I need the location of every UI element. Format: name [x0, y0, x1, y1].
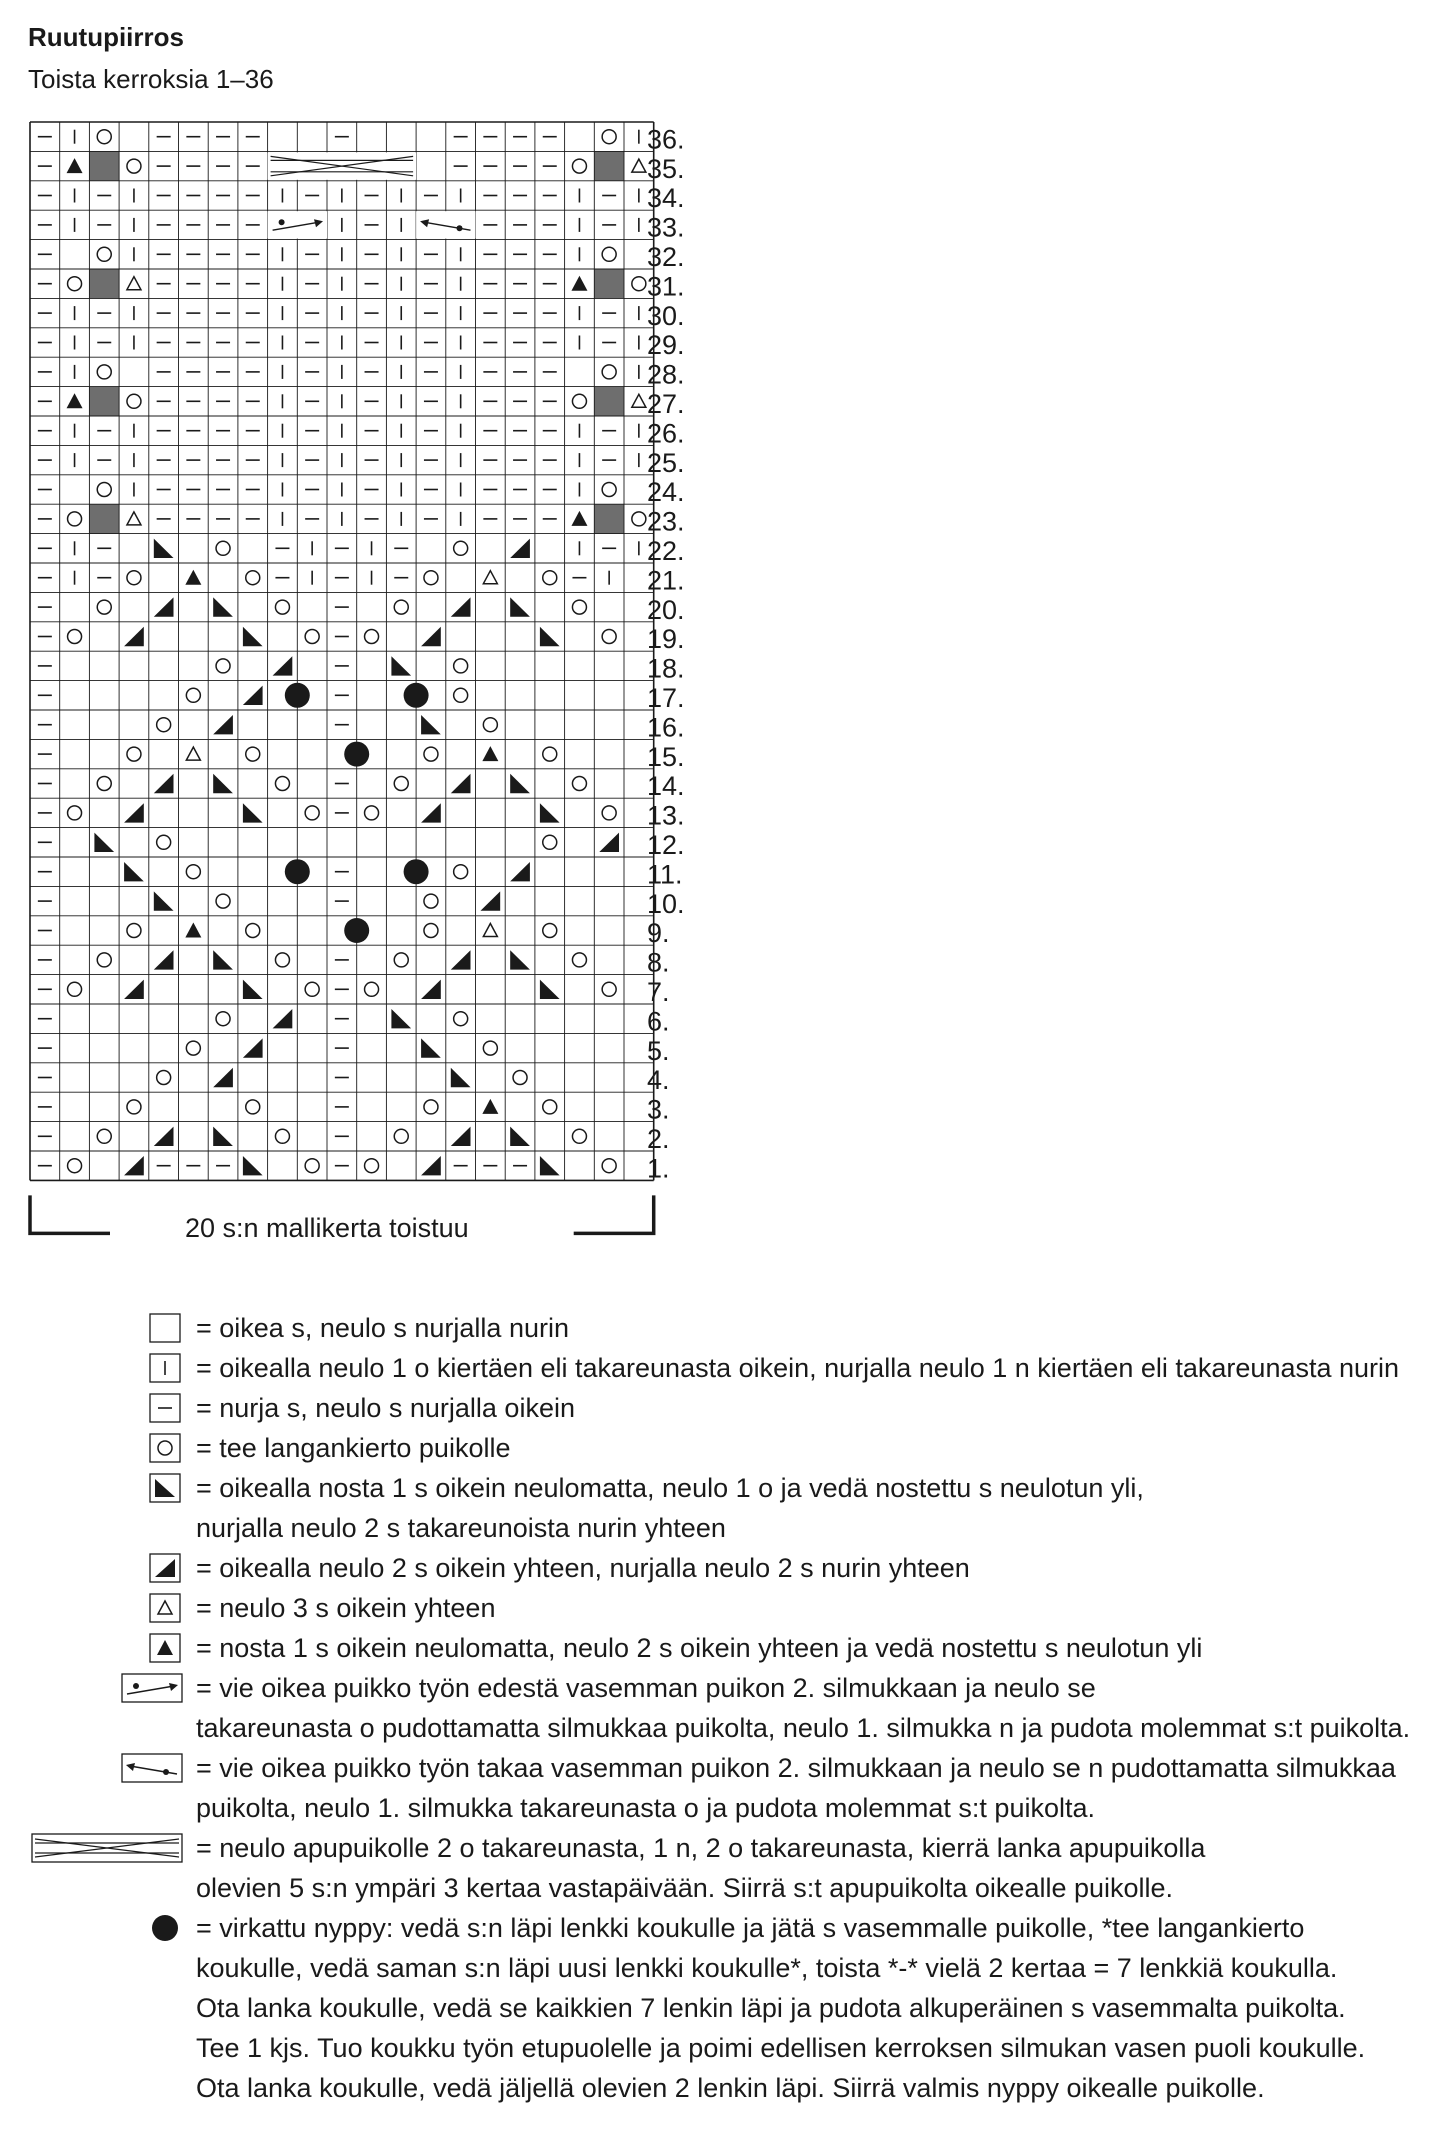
bobble-icon — [152, 1915, 178, 1941]
row-label: 10. — [647, 888, 685, 919]
sk2p-triangle — [185, 923, 201, 938]
row-label: 33. — [647, 212, 685, 243]
cross-right-arrow-icon — [169, 1683, 178, 1691]
bobble-dot — [344, 742, 369, 767]
row-label: 31. — [647, 271, 685, 302]
k2tog-triangle — [421, 627, 441, 646]
ssk-triangle — [540, 1156, 560, 1175]
yarn-over-circle — [632, 512, 646, 526]
yarn-over-circle — [454, 541, 468, 555]
yarn-over-circle — [454, 688, 468, 702]
ssk-triangle — [510, 774, 530, 793]
legend-text: = vie oikea puikko työn takaa vasemman puikon 2. silmukkaan ja neulo se n pudottamatta silmukkaa — [196, 1753, 1396, 1783]
legend-text: = virkattu nyppy: vedä s:n läpi lenkki koukulle ja jätä s vasemmalle puikolle, *tee langankierto — [196, 1913, 1305, 1943]
legend-symbol-box — [32, 1834, 182, 1862]
wrap-icon-line — [35, 1839, 179, 1857]
row-label: 22. — [647, 536, 685, 566]
legend-item-tri-filled — [196, 1628, 1202, 1668]
legend-text: = nurja s, neulo s nurjalla oikein — [196, 1393, 575, 1423]
ssk-triangle — [213, 1127, 233, 1146]
legend-text: = neulo apupuikolle 2 o takareunasta, 1 n, 2 o takareunasta, kierrä lanka apupuikolla — [196, 1833, 1206, 1863]
legend-item-dash — [196, 1388, 575, 1428]
yarn-over-circle — [97, 600, 111, 614]
ssk-triangle — [451, 1068, 471, 1087]
ssk-triangle — [213, 950, 233, 969]
row-label: 35. — [647, 153, 685, 184]
legend-text: Ota lanka koukulle, vedä jäljellä olevien 2 lenkin läpi. Siirrä valmis nyppy oikealle puikolle. — [196, 2073, 1265, 2103]
yarn-over-circle — [68, 806, 82, 820]
row-label: 13. — [647, 800, 685, 831]
legend-text: = tee langankierto puikolle — [196, 1433, 511, 1463]
yarn-over-circle — [632, 277, 646, 291]
row-label: 21. — [647, 565, 685, 596]
sk2p-triangle — [67, 158, 83, 173]
yarn-over-circle — [275, 953, 289, 967]
gray-cell — [594, 387, 624, 416]
legend-text: puikolta, neulo 1. silmukka takareunasta o ja pudota molemmat s:t puikolta. — [196, 1793, 1095, 1823]
row-label: 5. — [647, 1035, 670, 1066]
k2tog-triangle — [213, 1068, 233, 1087]
gray-cell — [89, 504, 119, 533]
k3tog-triangle — [632, 159, 646, 172]
yarn-over-circle — [424, 571, 438, 585]
legend-symbol-box — [150, 1354, 180, 1382]
yarn-over-circle — [602, 130, 616, 144]
row-label: 34. — [647, 183, 685, 214]
yarn-over-circle — [127, 571, 141, 585]
legend-symbol-box — [122, 1674, 182, 1702]
k2tog-triangle — [243, 1038, 263, 1057]
legend-item-k2tog — [196, 1548, 970, 1588]
yarn-over-circle — [97, 777, 111, 791]
legend-text: = oikealla neulo 2 s oikein yhteen, nurjalla neulo 2 s nurin yhteen — [196, 1553, 970, 1583]
ssk-triangle — [510, 597, 530, 616]
k2tog-triangle — [421, 1156, 441, 1175]
yarn-over-circle — [602, 806, 616, 820]
yarn-over-circle — [424, 1100, 438, 1114]
row-label: 15. — [647, 741, 685, 772]
ssk-triangle — [94, 833, 114, 852]
ssk-triangle — [124, 862, 144, 881]
row-label: 32. — [647, 242, 685, 272]
k2tog-triangle — [124, 803, 144, 822]
row-label: 8. — [647, 947, 670, 978]
legend-item-bar — [196, 1348, 1399, 1388]
yarn-over-circle — [68, 512, 82, 526]
yarn-over-circle — [454, 1012, 468, 1026]
row-label: 36. — [647, 124, 685, 155]
bobble-dot — [285, 859, 310, 884]
k2tog-triangle — [451, 774, 471, 793]
cross-left-icon — [130, 1766, 177, 1774]
bobble-dot — [285, 683, 310, 708]
repeat-bracket-right — [574, 1195, 654, 1233]
row-label: 1. — [647, 1153, 670, 1184]
yarn-over-circle — [365, 1159, 379, 1173]
yarn-over-circle — [543, 1100, 557, 1114]
legend-symbol-box — [122, 1754, 182, 1782]
yarn-over-circle — [543, 747, 557, 761]
legend-symbol-box — [150, 1314, 180, 1342]
legend-symbol-box — [150, 1554, 180, 1582]
yarn-over-circle — [424, 894, 438, 908]
yarn-over-circle — [68, 1159, 82, 1173]
sk2p-triangle — [571, 276, 587, 291]
legend-text: = nosta 1 s oikein neulomatta, neulo 2 s oikein yhteen ja vedä nostettu s neulotun yli — [196, 1633, 1203, 1663]
k2tog-triangle — [154, 774, 174, 793]
yarn-over-circle — [543, 835, 557, 849]
bobble-dot — [404, 683, 429, 708]
bobble-dot — [404, 859, 429, 884]
yarn-over-circle — [602, 483, 616, 497]
yarn-over-circle — [572, 777, 586, 791]
yarn-over-circle — [483, 1041, 497, 1055]
yarn-over-circle — [127, 394, 141, 408]
yarn-over-circle — [127, 747, 141, 761]
row-label: 14. — [647, 771, 685, 802]
ssk-triangle — [243, 1156, 263, 1175]
k2tog-triangle — [273, 1009, 293, 1028]
k2tog-icon — [155, 1559, 175, 1577]
gray-cell — [594, 151, 624, 180]
yarn-over-circle — [97, 953, 111, 967]
yarn-over-circle — [602, 1159, 616, 1173]
k2tog-triangle — [510, 862, 530, 881]
row-label: 18. — [647, 653, 685, 684]
yarn-over-circle — [97, 1129, 111, 1143]
sk2p-triangle — [482, 746, 498, 761]
row-label: 2. — [647, 1124, 670, 1154]
yarn-over-circle — [424, 924, 438, 938]
legend-text: = neulo 3 s oikein yhteen — [196, 1593, 496, 1623]
ssk-triangle — [421, 1038, 441, 1057]
yarn-over-circle — [186, 865, 200, 879]
yarn-over-circle — [97, 365, 111, 379]
yarn-over-icon — [158, 1441, 172, 1455]
bobble-dot — [344, 918, 369, 943]
k2tog-triangle — [124, 627, 144, 646]
yarn-over-circle — [186, 1041, 200, 1055]
ssk-triangle — [391, 656, 411, 675]
yarn-over-circle — [97, 130, 111, 144]
legend-item-ssk — [196, 1468, 1144, 1548]
cross-left-arrow-icon — [126, 1763, 135, 1771]
yarn-over-circle — [305, 982, 319, 996]
sk2p-triangle — [67, 393, 83, 408]
page-title: Ruutupiirros — [28, 22, 184, 52]
yarn-over-circle — [572, 1129, 586, 1143]
cross-left-dot-icon — [163, 1769, 169, 1775]
legend-text: Ota lanka koukulle, vedä se kaikkien 7 lenkin läpi ja pudota alkuperäinen s vasemmalta puikolta. — [196, 1993, 1346, 2023]
legend-symbol-box — [150, 1594, 180, 1622]
k2tog-triangle — [154, 950, 174, 969]
yarn-over-circle — [216, 1012, 230, 1026]
ssk-triangle — [540, 627, 560, 646]
repeat-bracket-left — [30, 1195, 110, 1233]
yarn-over-circle — [246, 924, 260, 938]
legend-item-cross-right — [196, 1668, 1410, 1748]
k2tog-triangle — [481, 891, 501, 910]
yarn-over-circle — [454, 659, 468, 673]
yarn-over-circle — [543, 571, 557, 585]
yarn-over-circle — [97, 247, 111, 261]
row-label: 12. — [647, 830, 685, 860]
repeat-label: 20 s:n mallikerta toistuu — [185, 1213, 469, 1243]
yarn-over-circle — [602, 630, 616, 644]
cross-dot — [279, 219, 285, 225]
yarn-over-circle — [68, 982, 82, 996]
k2tog-triangle — [451, 950, 471, 969]
yarn-over-circle — [424, 747, 438, 761]
row-label: 26. — [647, 418, 685, 449]
yarn-over-circle — [394, 600, 408, 614]
yarn-over-circle — [305, 1159, 319, 1173]
yarn-over-circle — [394, 1129, 408, 1143]
cross-right-icon — [127, 1686, 174, 1694]
gray-cell — [594, 269, 624, 298]
yarn-over-circle — [394, 953, 408, 967]
sk2p-triangle — [571, 511, 587, 526]
yarn-over-circle — [513, 1071, 527, 1085]
legend-item-tri-open — [196, 1588, 495, 1628]
row-label: 28. — [647, 359, 685, 390]
k2tog-triangle — [154, 597, 174, 616]
row-label: 23. — [647, 506, 685, 537]
yarn-over-circle — [127, 1100, 141, 1114]
legend-text: koukulle, vedä saman s:n läpi uusi lenkki koukulle*, toista *-* vielä 2 kertaa = 7 lenkkiä koukulla. — [196, 1953, 1338, 1983]
yarn-over-circle — [186, 688, 200, 702]
legend-item-wrap-5 — [196, 1828, 1205, 1908]
yarn-over-circle — [246, 571, 260, 585]
yarn-over-circle — [157, 718, 171, 732]
yarn-over-circle — [275, 1129, 289, 1143]
sk2p-triangle — [482, 1099, 498, 1114]
k2tog-triangle — [451, 597, 471, 616]
k3tog-icon — [158, 1601, 172, 1614]
ssk-triangle — [510, 1127, 530, 1146]
k2tog-triangle — [451, 1127, 471, 1146]
k3tog-triangle — [483, 924, 497, 937]
ssk-triangle — [243, 627, 263, 646]
yarn-over-circle — [97, 483, 111, 497]
yarn-over-circle — [572, 159, 586, 173]
k3tog-triangle — [483, 571, 497, 584]
yarn-over-circle — [394, 777, 408, 791]
yarn-over-circle — [543, 924, 557, 938]
legend-text: = oikea s, neulo s nurjalla nurin — [196, 1313, 569, 1343]
yarn-over-circle — [572, 600, 586, 614]
legend-text: = oikealla neulo 1 o kiertäen eli takareunasta oikein, nurjalla neulo 1 n kiertäen eli takareunasta nurin — [196, 1353, 1400, 1383]
gray-cell — [89, 151, 119, 180]
yarn-over-circle — [275, 600, 289, 614]
ssk-triangle — [391, 1009, 411, 1028]
legend-text: = oikealla nosta 1 s oikein neulomatta, neulo 1 o ja vedä nostettu s neulotun yli, — [196, 1473, 1144, 1503]
yarn-over-circle — [305, 630, 319, 644]
yarn-over-circle — [602, 982, 616, 996]
row-label: 24. — [647, 477, 685, 508]
ssk-triangle — [213, 774, 233, 793]
row-label: 16. — [647, 712, 685, 743]
yarn-over-circle — [157, 835, 171, 849]
yarn-over-circle — [216, 659, 230, 673]
gray-cell — [89, 387, 119, 416]
sk2p-icon — [157, 1640, 173, 1655]
ssk-triangle — [510, 950, 530, 969]
yarn-over-circle — [246, 1100, 260, 1114]
k2tog-triangle — [213, 715, 233, 734]
yarn-over-circle — [127, 924, 141, 938]
yarn-over-circle — [602, 247, 616, 261]
row-label: 3. — [647, 1094, 670, 1125]
k2tog-triangle — [124, 1156, 144, 1175]
k2tog-triangle — [273, 656, 293, 675]
legend-item-cross-left — [196, 1748, 1396, 1828]
yarn-over-circle — [68, 630, 82, 644]
wrap-icon-line — [35, 1839, 179, 1857]
yarn-over-circle — [365, 806, 379, 820]
yarn-over-circle — [216, 894, 230, 908]
gray-cell — [89, 269, 119, 298]
legend-text: olevien 5 s:n ympäri 3 kertaa vastapäivään. Siirrä s:t apupuikolta oikealle puikolle. — [196, 1873, 1174, 1903]
sk2p-triangle — [185, 570, 201, 585]
ssk-triangle — [540, 980, 560, 999]
ssk-triangle — [154, 891, 174, 910]
yarn-over-circle — [365, 630, 379, 644]
row-label: 4. — [647, 1065, 670, 1096]
legend-symbol-box — [150, 1394, 180, 1422]
ssk-triangle — [243, 980, 263, 999]
row-label: 9. — [647, 918, 670, 949]
legend-item-bobble — [196, 1908, 1365, 2108]
row-label: 25. — [647, 447, 685, 478]
yarn-over-circle — [572, 394, 586, 408]
row-label: 19. — [647, 624, 685, 655]
row-label: 27. — [647, 389, 685, 419]
yarn-over-circle — [454, 865, 468, 879]
ssk-triangle — [213, 597, 233, 616]
ssk-icon — [155, 1479, 175, 1497]
k2tog-triangle — [510, 539, 530, 558]
yarn-over-circle — [305, 806, 319, 820]
page-subtitle: Toista kerroksia 1–36 — [28, 64, 274, 94]
legend-text: nurjalla neulo 2 s takareunoista nurin yhteen — [196, 1513, 726, 1543]
legend-symbol-box — [150, 1434, 180, 1462]
row-label: 11. — [647, 859, 683, 890]
k2tog-triangle — [124, 980, 144, 999]
ssk-triangle — [154, 539, 174, 558]
row-label: 6. — [647, 1006, 670, 1037]
gray-cell — [594, 504, 624, 533]
legend-symbol-box — [150, 1634, 180, 1662]
k2tog-triangle — [154, 1127, 174, 1146]
yarn-over-circle — [157, 1071, 171, 1085]
ssk-triangle — [540, 803, 560, 822]
legend-text: Tee 1 kjs. Tuo koukku työn etupuolelle ja poimi edellisen kerroksen silmukan vasen puoli koukulle. — [196, 2033, 1366, 2063]
k2tog-triangle — [243, 686, 263, 705]
cross-right-dot-icon — [133, 1683, 139, 1689]
k2tog-triangle — [421, 803, 441, 822]
row-label: 17. — [647, 683, 685, 713]
yarn-over-circle — [365, 982, 379, 996]
row-label: 20. — [647, 594, 685, 625]
yarn-over-circle — [572, 953, 586, 967]
row-label: 7. — [647, 977, 670, 1007]
k3tog-triangle — [632, 394, 646, 407]
legend-text: = vie oikea puikko työn edestä vasemman puikon 2. silmukkaan ja neulo se — [196, 1673, 1096, 1703]
k2tog-triangle — [421, 980, 441, 999]
legend-item-empty — [196, 1308, 569, 1348]
row-label: 29. — [647, 330, 685, 361]
yarn-over-circle — [275, 777, 289, 791]
yarn-over-circle — [246, 747, 260, 761]
yarn-over-circle — [602, 365, 616, 379]
legend-symbol-box — [150, 1474, 180, 1502]
yarn-over-circle — [483, 718, 497, 732]
yarn-over-circle — [68, 277, 82, 291]
row-label: 30. — [647, 300, 685, 331]
yarn-over-circle — [216, 541, 230, 555]
k3tog-triangle — [127, 277, 141, 290]
k2tog-triangle — [599, 833, 619, 852]
k3tog-triangle — [127, 512, 141, 525]
legend-text: takareunasta o pudottamatta silmukkaa puikolta, neulo 1. silmukka n ja pudota molemmat s:t puikolta. — [196, 1713, 1411, 1743]
ssk-triangle — [421, 715, 441, 734]
legend-item-circle — [196, 1428, 510, 1468]
yarn-over-circle — [127, 159, 141, 173]
k3tog-triangle — [186, 747, 200, 760]
ssk-triangle — [243, 803, 263, 822]
